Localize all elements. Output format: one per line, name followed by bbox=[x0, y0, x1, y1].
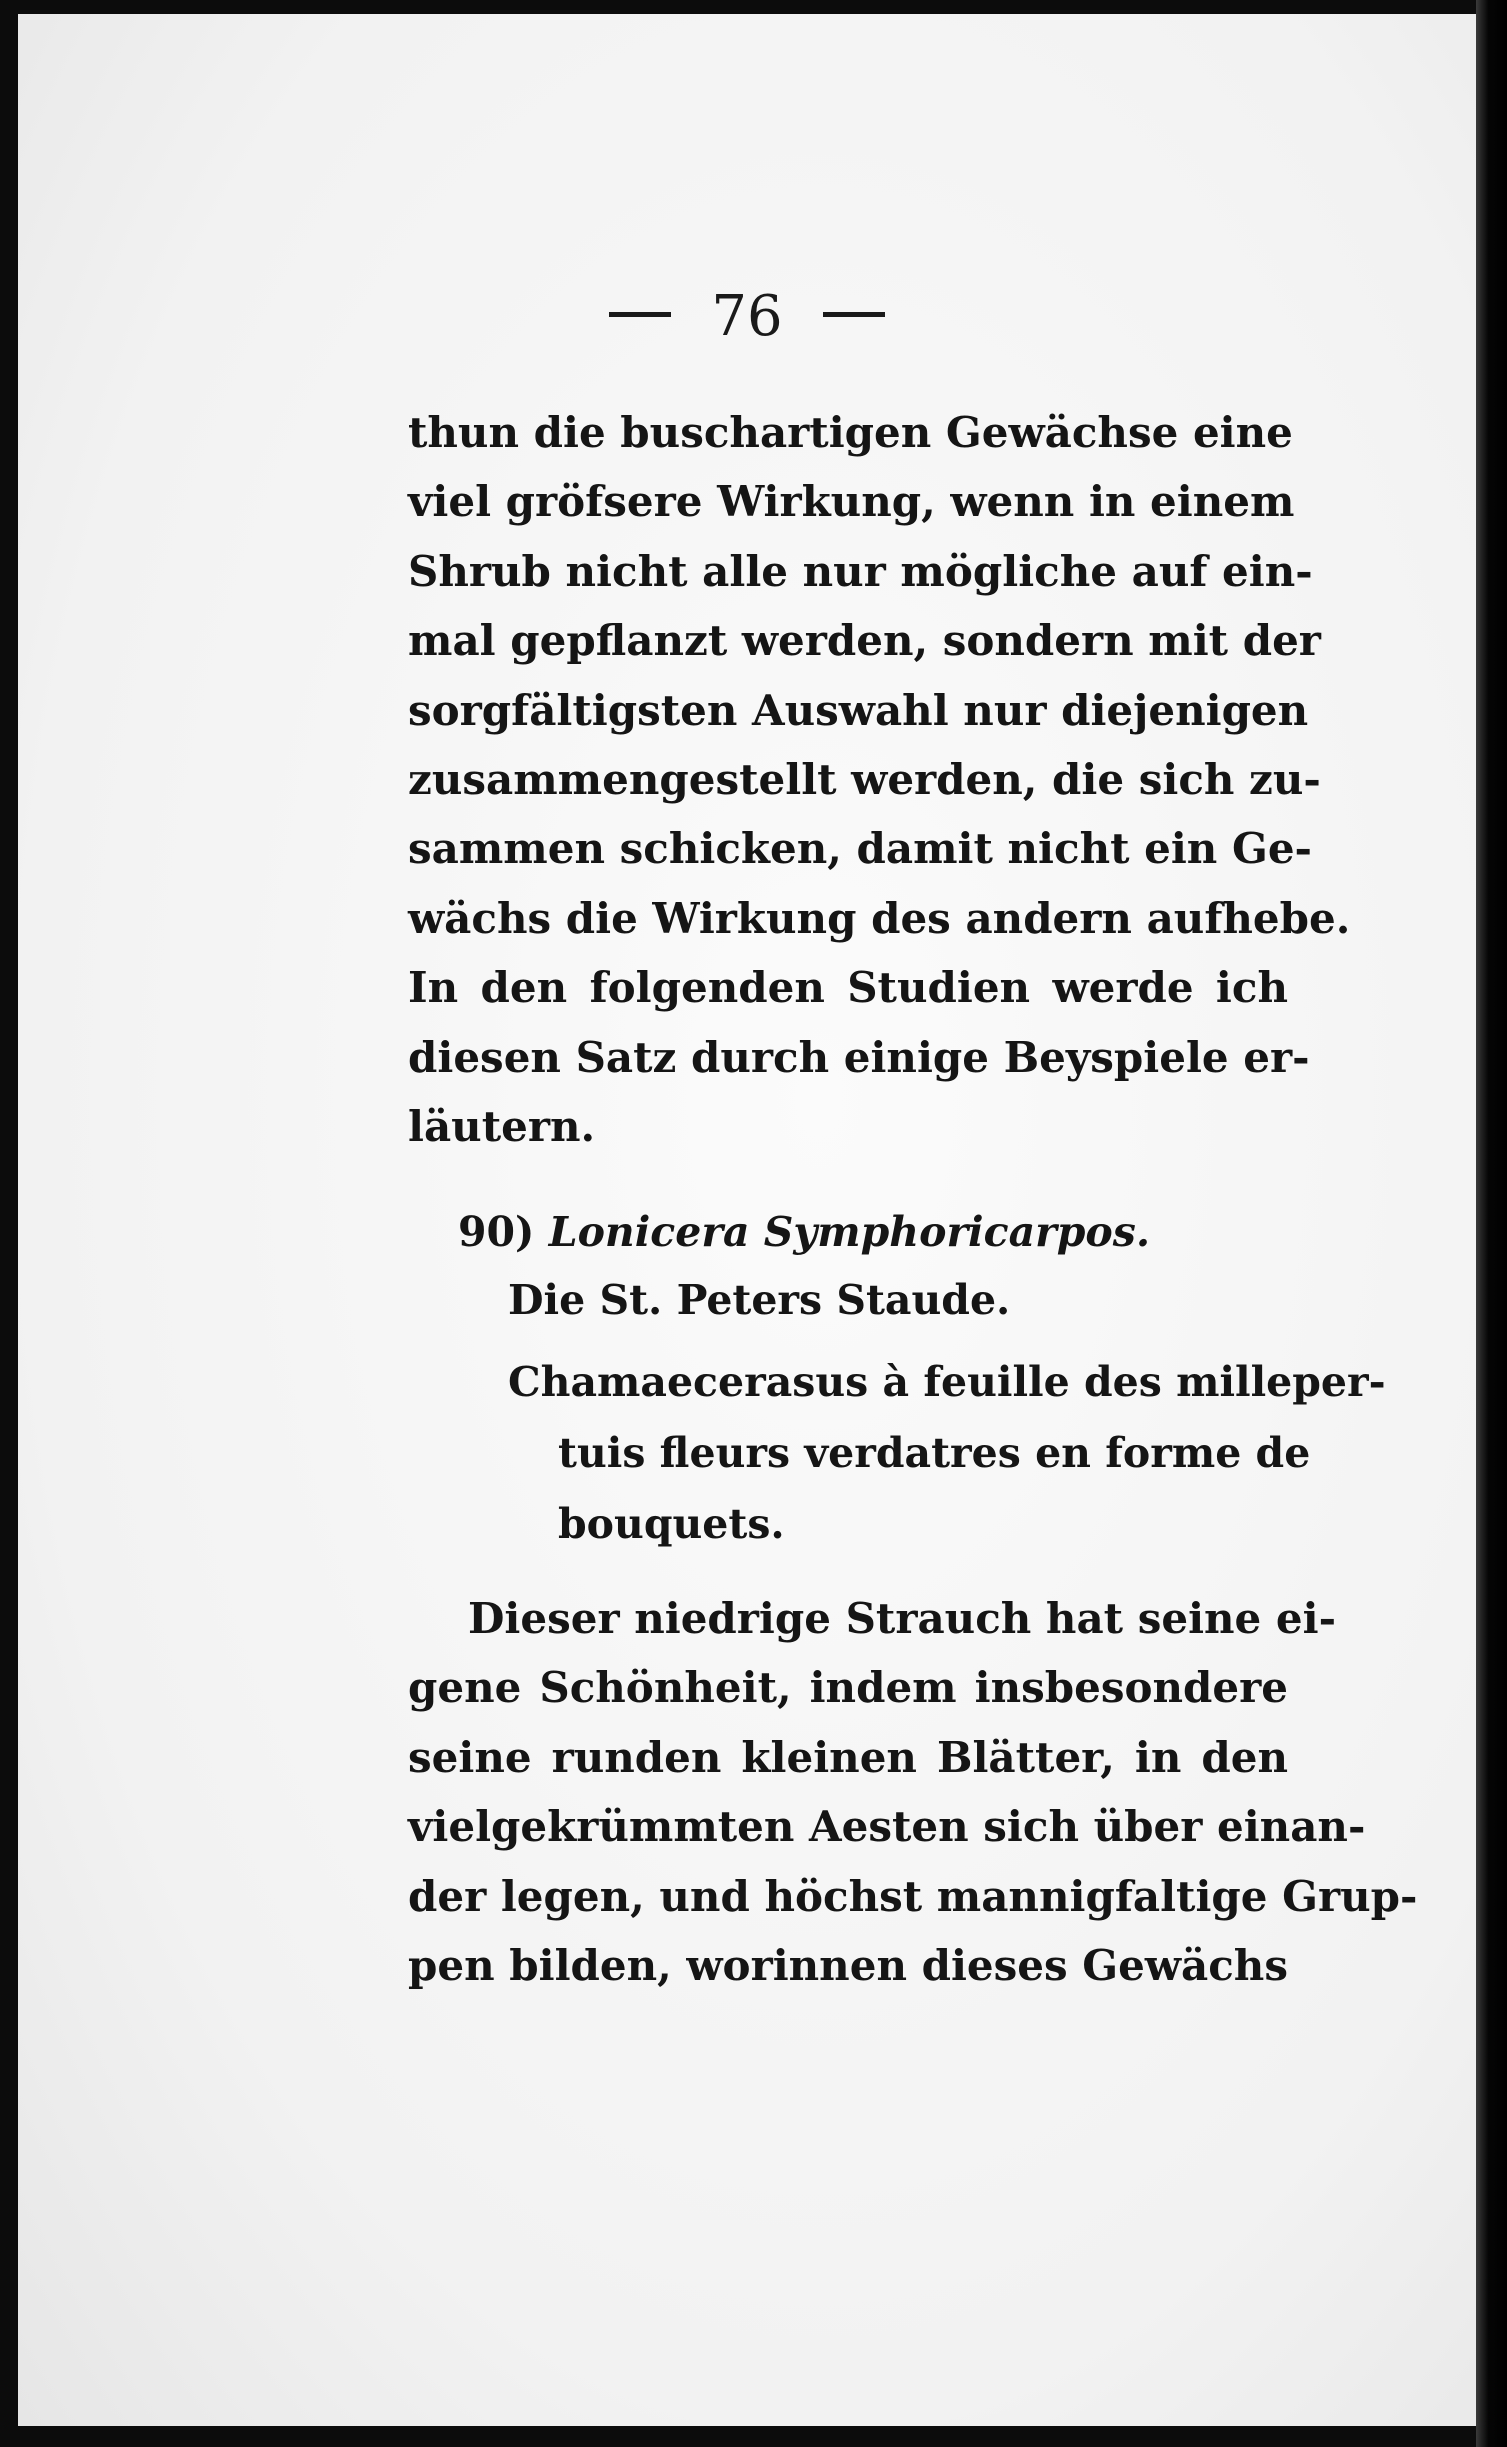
entry-heading bbox=[458, 1208, 1150, 1256]
page-number: 76 bbox=[711, 284, 783, 349]
text-line: viel gröfsere Wirkung, wenn in einem bbox=[408, 477, 1295, 527]
entry-number: 90) bbox=[458, 1208, 535, 1256]
text-line: Dieser niedrige Strauch hat seine ei- bbox=[468, 1594, 1337, 1643]
text-line: mal gepflanzt werden, sondern mit der bbox=[408, 616, 1321, 666]
text-line: wächs die Wirkung des andern aufhebe. bbox=[408, 893, 1351, 943]
header-dash-left bbox=[609, 312, 671, 317]
text-line: Shrub nicht alle nur mögliche auf ein- bbox=[408, 546, 1313, 596]
entry-french-description bbox=[508, 1347, 1386, 1560]
text-line: läutern. bbox=[408, 1101, 596, 1151]
entry-german-name: Die St. Peters Staude. bbox=[508, 1276, 1011, 1324]
entry-latin-name: Lonicera Symphoricarpos. bbox=[548, 1208, 1151, 1256]
text-line: vielgekrümmten Aesten sich über einan- bbox=[408, 1802, 1366, 1852]
text-line: der legen, und höchst mannigfaltige Grup- bbox=[408, 1871, 1418, 1921]
text-line: sammen schicken, damit nicht ein Ge- bbox=[408, 824, 1312, 874]
text-line: diesen Satz durch einige Beyspiele er- bbox=[408, 1032, 1310, 1082]
text-line: bouquets. bbox=[558, 1500, 785, 1548]
book-page bbox=[18, 14, 1476, 2426]
text-line: tuis fleurs verdatres en forme de bbox=[558, 1429, 1311, 1477]
text-line: thun die buschartigen Gewächse eine bbox=[408, 408, 1293, 457]
text-line: seine runden kleinen Blätter, in den bbox=[408, 1732, 1288, 1782]
header-dash-right bbox=[823, 312, 885, 317]
text-line: gene Schönheit, indem insbesondere bbox=[408, 1663, 1288, 1713]
paragraph-1 bbox=[408, 398, 1351, 1161]
text-line: In den folgenden Studien werde ich bbox=[408, 963, 1288, 1013]
paragraph-2 bbox=[408, 1584, 1418, 2000]
text-line: pen bilden, worinnen dieses Gewächs bbox=[408, 1940, 1288, 1990]
text-line: sorgfältigsten Auswahl nur diejenigen bbox=[408, 685, 1309, 735]
page-header bbox=[18, 284, 1476, 349]
text-line: Chamaecerasus à feuille des milleper- bbox=[508, 1358, 1386, 1406]
text-line: zusammengestellt werden, die sich zu- bbox=[408, 754, 1321, 804]
scan-edge bbox=[1476, 0, 1507, 2447]
